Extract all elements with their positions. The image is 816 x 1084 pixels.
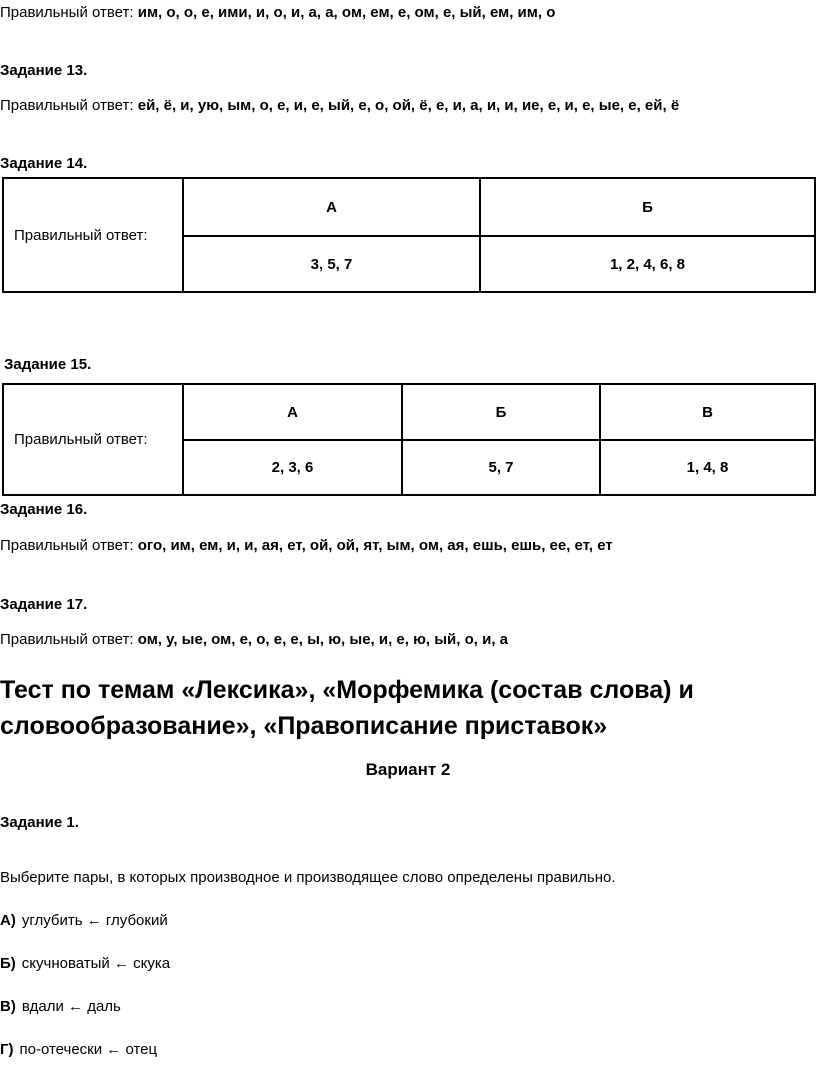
option-text: по-отечески ← отец: [19, 1041, 158, 1058]
task16-answer-line: [0, 537, 613, 554]
task13-heading: Задание 13.: [0, 62, 88, 79]
option-letter: А): [0, 912, 16, 929]
task13-answer-line: [0, 97, 679, 114]
task13-answer: ей, ё, и, ую, ым, о, е, и, е, ый, е, о, ой, ё, е, и, а, и, и, ие, е, и, е, ые, е, ей, ё: [137, 97, 680, 114]
table-header-cell: А: [183, 384, 402, 440]
task14-heading: Задание 14.: [0, 155, 88, 172]
option-v: [0, 998, 121, 1015]
task17-heading: Задание 17.: [0, 596, 88, 613]
answer-label: Правильный ответ:: [0, 4, 134, 21]
table-header-cell: Б: [480, 178, 815, 236]
option-text: скучноватый ← скука: [21, 955, 171, 972]
task12-answer-line: [0, 4, 555, 21]
task12-answer: им, о, о, е, ими, и, о, и, а, а, ом, ем, е, ом, е, ый, ем, им, о: [137, 4, 556, 21]
variant-title: Вариант 2: [365, 760, 451, 779]
task15-answer-table: [2, 383, 816, 496]
table-header-cell: В: [600, 384, 815, 440]
table-value-cell: 2, 3, 6: [183, 440, 402, 495]
table-header-cell: Б: [402, 384, 600, 440]
task1-question: Выберите пары, в которых производное и производящее слово определены правильно.: [0, 869, 616, 886]
answer-label: Правильный ответ:: [3, 384, 183, 495]
option-g: [0, 1041, 157, 1058]
table-value-cell: 1, 4, 8: [600, 440, 815, 495]
task16-answer: ого, им, ем, и, и, ая, ет, ой, ой, ят, ым, ом, ая, ешь, ешь, ее, ет, ет: [137, 537, 613, 554]
task17-answer-line: [0, 631, 508, 648]
task16-heading: Задание 16.: [0, 501, 88, 518]
task1-heading: Задание 1.: [0, 814, 79, 831]
answer-label: Правильный ответ:: [0, 97, 134, 114]
option-a: [0, 912, 168, 929]
task17-answer: ом, у, ые, ом, е, о, е, е, ы, ю, ые, и, е, ю, ый, о, и, а: [137, 631, 509, 648]
answer-label: Правильный ответ:: [3, 178, 183, 292]
test-title: Тест по темам «Лексика», «Морфемика (состав слова) и словообразование», «Правописание приставок»: [0, 676, 694, 740]
option-text: углубить ← глубокий: [21, 912, 168, 929]
option-b: [0, 955, 170, 972]
option-letter: В): [0, 998, 16, 1015]
option-letter: Б): [0, 955, 16, 972]
option-text: вдали ← даль: [21, 998, 121, 1015]
table-value-cell: 1, 2, 4, 6, 8: [480, 236, 815, 292]
option-letter: Г): [0, 1041, 14, 1058]
table-value-cell: 3, 5, 7: [183, 236, 480, 292]
answer-label: Правильный ответ:: [0, 631, 134, 648]
task14-answer-table: [2, 177, 816, 293]
table-header-cell: А: [183, 178, 480, 236]
table-value-cell: 5, 7: [402, 440, 600, 495]
answer-label: Правильный ответ:: [0, 537, 134, 554]
task15-heading: Задание 15.: [4, 356, 92, 373]
